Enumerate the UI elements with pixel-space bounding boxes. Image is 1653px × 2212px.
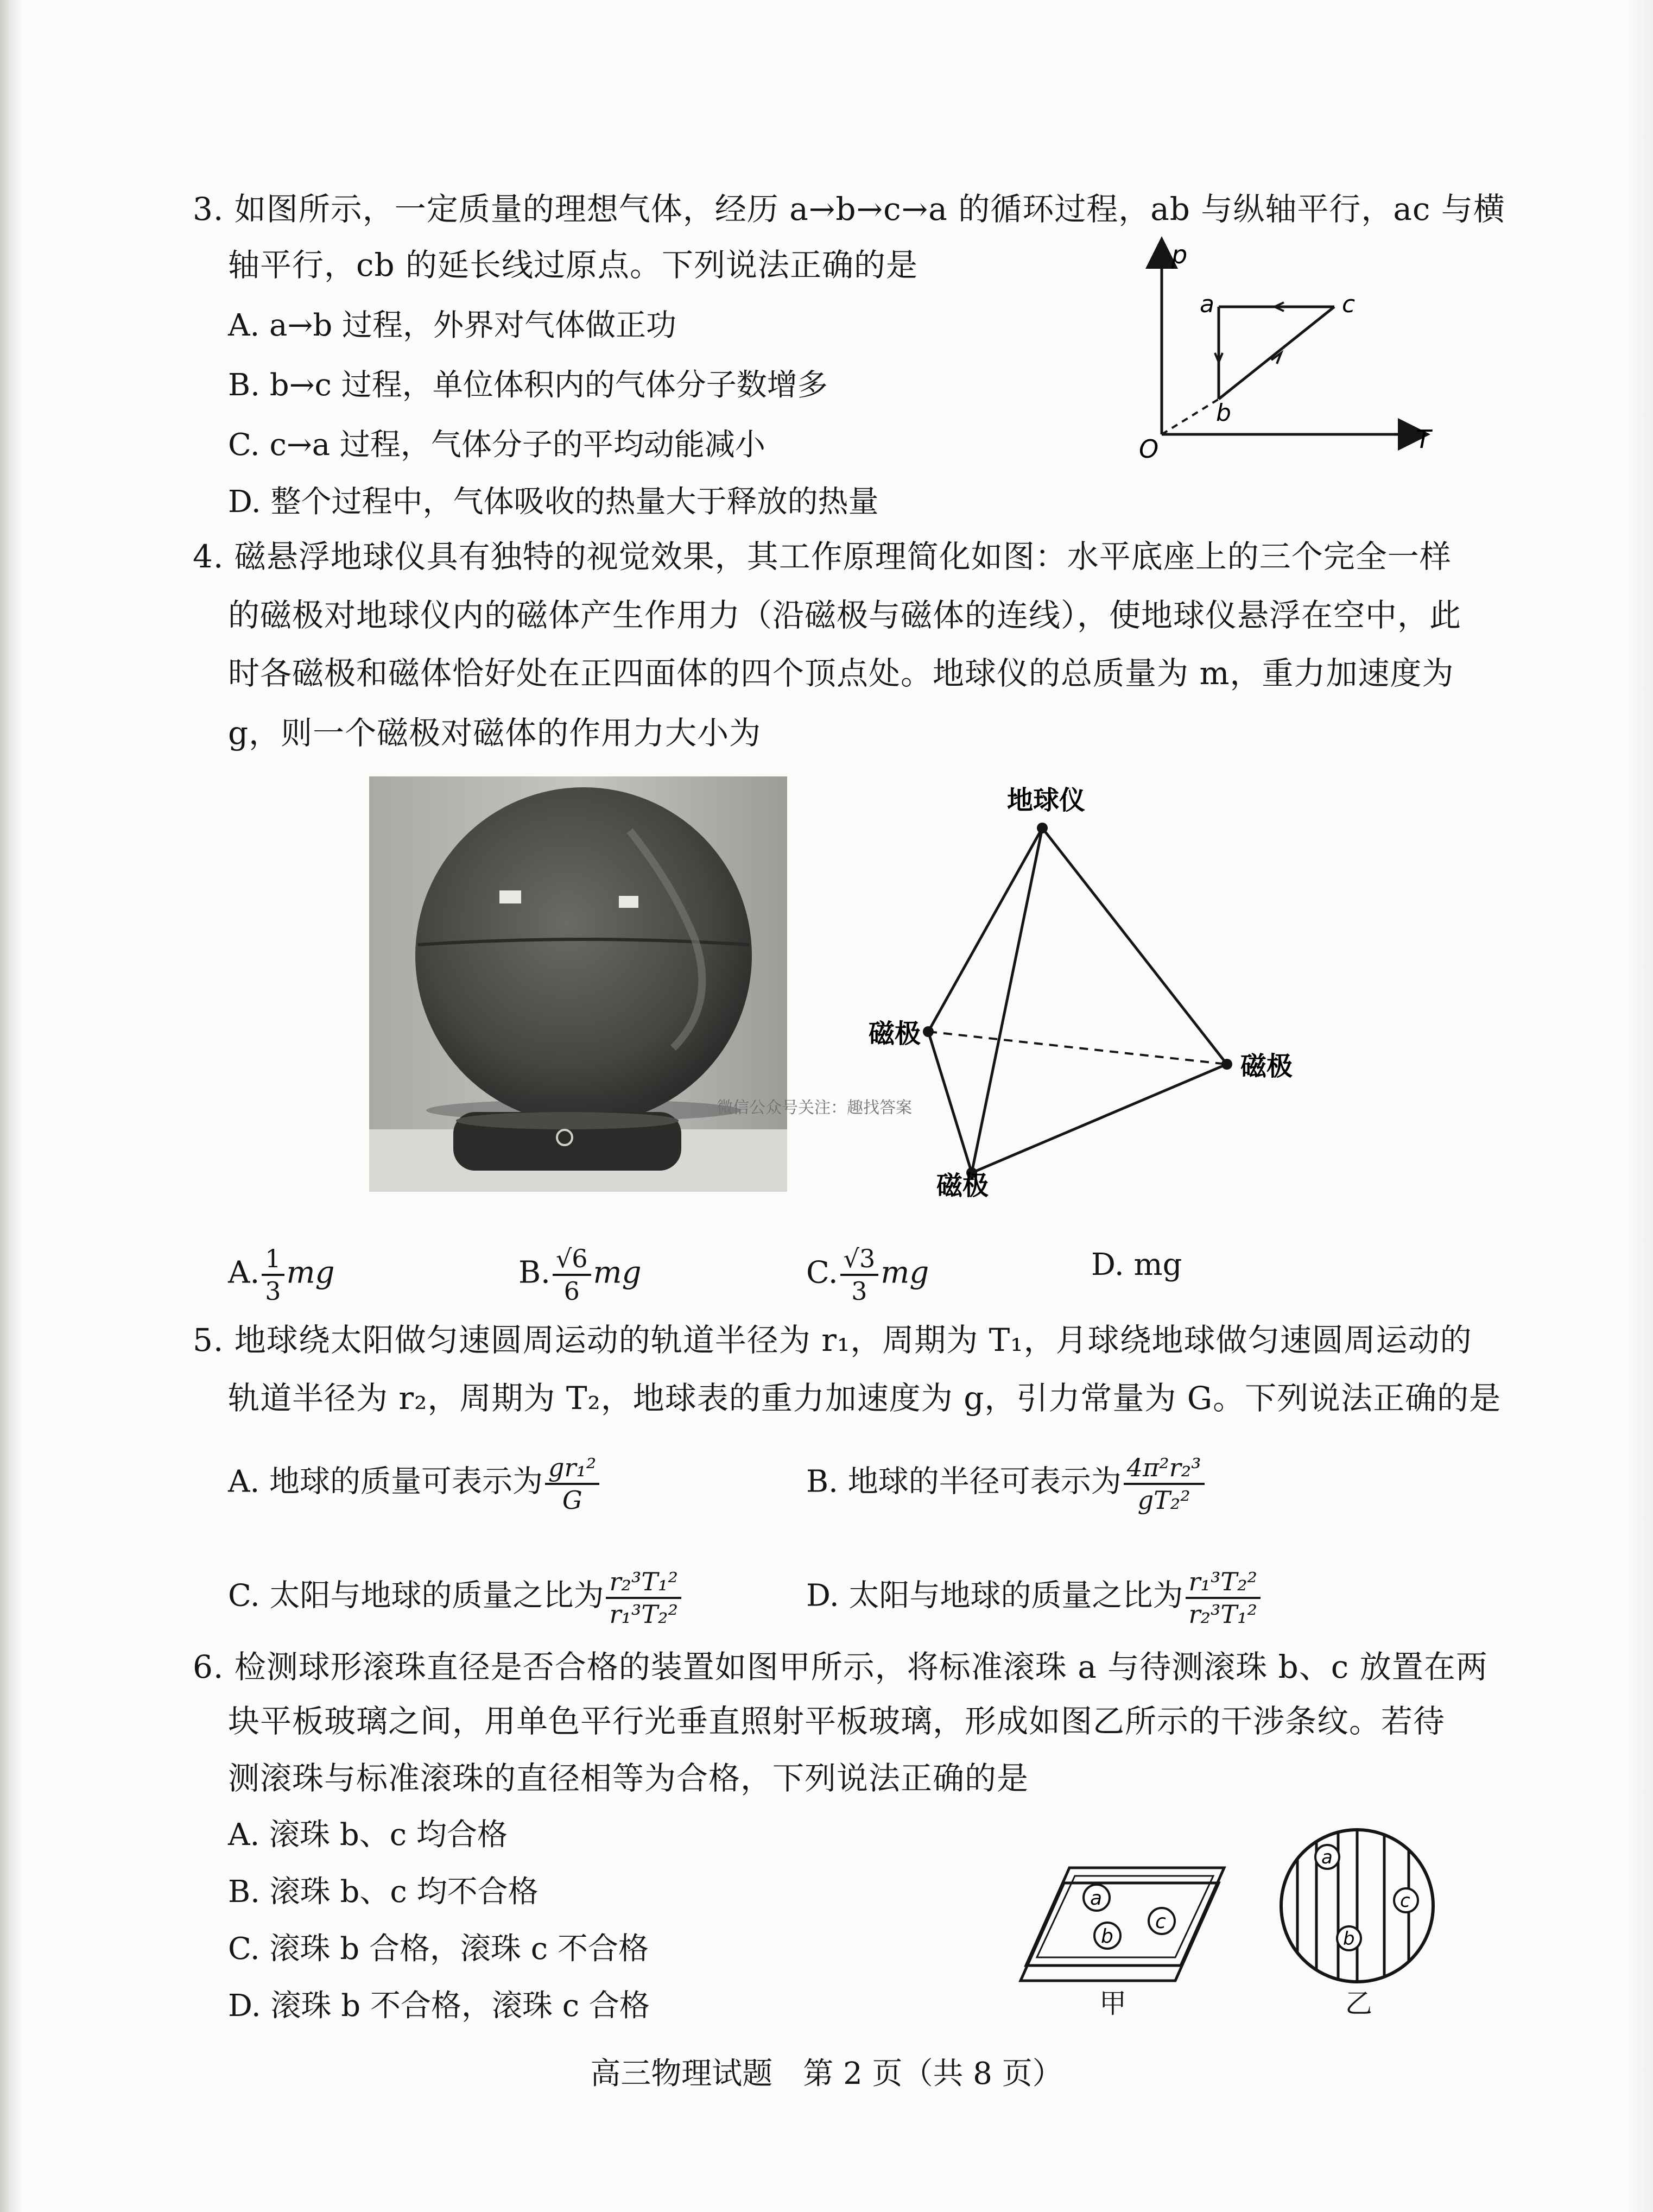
- q4-stem-line3: 时各磁极和磁体恰好处在正四面体的四个顶点处。地球仪的总质量为 m，重力加速度为: [228, 655, 1454, 692]
- globe-highlight-2: [619, 896, 638, 908]
- q5-option-b: [806, 1452, 1207, 1515]
- fringe-ball-b-label: b: [1343, 1928, 1355, 1950]
- ball-c-label: c: [1155, 1911, 1166, 1933]
- q4-option-b-mg: mg: [593, 1255, 642, 1291]
- fringe-ball-c-label: c: [1400, 1890, 1410, 1912]
- origin-label: O: [1139, 434, 1159, 464]
- q5-option-a-num: gr₁²: [545, 1452, 599, 1485]
- interference-fringes-figure: [1270, 1824, 1444, 1987]
- q4-option-a-den: 3: [265, 1276, 281, 1306]
- vertex-left: [923, 1026, 934, 1037]
- point-b-label: b: [1216, 399, 1231, 427]
- q4-option-a-mg: mg: [286, 1255, 335, 1291]
- edge-top-bottom: [972, 828, 1042, 1173]
- label-magnet-left: 磁极: [869, 1019, 921, 1049]
- q6-option-c: C. 滚珠 b 合格，滚珠 c 不合格: [228, 1931, 649, 1967]
- q4-option-a-frac: [262, 1243, 284, 1306]
- globe-base-top: [456, 1112, 679, 1129]
- q3-option-c: C. c→a 过程，气体分子的平均动能减小: [228, 427, 765, 463]
- q4-option-c-frac: [840, 1243, 879, 1306]
- q5-option-b-num: 4π²r₂³: [1124, 1452, 1205, 1485]
- extension-line: [1162, 399, 1219, 434]
- q5-option-d-frac: [1186, 1566, 1261, 1629]
- label-magnet-bottom: 磁极: [936, 1171, 989, 1201]
- q5-stem-line1: 5. 地球绕太阳做匀速圆周运动的轨道半径为 r₁，周期为 T₁，月球绕地球做匀速圆周运动的: [193, 1322, 1472, 1358]
- edge-bottom-right: [972, 1064, 1227, 1173]
- q6-stem-line2: 块平板玻璃之间，用单色平行光垂直照射平板玻璃，形成如图乙所示的干涉条纹。若待: [228, 1703, 1446, 1740]
- figure-jia-label: 甲: [1099, 1988, 1126, 2019]
- q5-option-c-den: r₁³T₂²: [609, 1600, 678, 1629]
- p-label: p: [1171, 240, 1188, 269]
- q5-option-d-text: D. 太阳与地球的质量之比为: [806, 1578, 1183, 1614]
- q5-option-b-den: gT₂²: [1137, 1486, 1190, 1515]
- q3-stem-line2: 轴平行，cb 的延长线过原点。下列说法正确的是: [228, 247, 919, 283]
- q4-option-b-den: 6: [563, 1276, 580, 1306]
- q4-stem-line1: 4. 磁悬浮地球仪具有独特的视觉效果，其工作原理简化如图：水平底座上的三个完全一样: [193, 538, 1452, 575]
- fringe-ball-a-label: a: [1321, 1847, 1333, 1868]
- q4-option-a: [228, 1243, 334, 1306]
- q5-option-c-frac: [606, 1566, 681, 1629]
- q5-option-a-text: A. 地球的质量可表示为: [228, 1464, 543, 1500]
- q5-option-d-num: r₁³T₂²: [1186, 1566, 1261, 1599]
- q4-option-c: [806, 1243, 929, 1306]
- edge-left-bottom: [928, 1032, 972, 1173]
- q4-option-c-den: 3: [851, 1276, 867, 1306]
- q4-option-b: [518, 1243, 641, 1306]
- q5-option-c-num: r₂³T₁²: [606, 1566, 681, 1599]
- q3-pT-graph: [1129, 240, 1455, 464]
- q3-option-b: B. b→c 过程，单位体积内的气体分子数增多: [228, 368, 828, 403]
- label-magnet-right: 磁极: [1240, 1051, 1293, 1082]
- ball-a-label: a: [1090, 1887, 1103, 1910]
- q5-option-b-frac: [1124, 1452, 1205, 1515]
- q4-option-b-letter: B.: [518, 1255, 550, 1291]
- edge-top-right: [1042, 828, 1227, 1064]
- figure-yi-label: 乙: [1345, 1988, 1372, 2019]
- label-globe: 地球仪: [1007, 785, 1086, 816]
- q5-option-d: [806, 1566, 1263, 1629]
- edge-top-left: [928, 828, 1042, 1032]
- q5-stem-line2: 轨道半径为 r₂，周期为 T₂，地球表的重力加速度为 g，引力常量为 G。下列说法正确的是: [228, 1380, 1502, 1417]
- globe-highlight-1: [499, 890, 521, 903]
- fringe-lines: [1297, 1824, 1409, 1987]
- q3-stem-line1: 3. 如图所示，一定质量的理想气体，经历 a→b→c→a 的循环过程，ab 与纵轴平行，ac 与横: [193, 191, 1505, 227]
- ball-b-label: b: [1101, 1925, 1113, 1948]
- page-footer: 高三物理试题 第 2 页（共 8 页）: [590, 2056, 1063, 2091]
- q3-option-d: D. 整个过程中，气体吸收的热量大于释放的热量: [228, 484, 879, 520]
- vertex-right: [1221, 1059, 1232, 1070]
- q6-option-b: B. 滚珠 b、c 均不合格: [228, 1874, 539, 1910]
- q4-stem-line4: g，则一个磁极对磁体的作用力大小为: [228, 715, 762, 751]
- tetrahedron-diagram: [858, 771, 1314, 1200]
- q4-option-c-mg: mg: [881, 1255, 929, 1291]
- q4-option-d: D. mg: [1091, 1247, 1182, 1282]
- q4-option-c-num: √3: [840, 1243, 879, 1276]
- q4-stem-line2: 的磁极对地球仪内的磁体产生作用力（沿磁极与磁体的连线），使地球仪悬浮在空中，此: [228, 597, 1462, 634]
- upper-plate-inner: [1037, 1876, 1213, 1957]
- q5-option-c: [228, 1566, 683, 1629]
- watermark-text: 微信公众号关注：趣找答案: [717, 1098, 912, 1117]
- vertex-globe: [1037, 823, 1048, 833]
- q5-option-a: [228, 1452, 601, 1515]
- q4-option-a-num: 1: [262, 1243, 284, 1276]
- q6-stem-line1: 6. 检测球形滚珠直径是否合格的装置如图甲所示，将标准滚珠 a 与待测滚珠 b、c 放置在两: [193, 1648, 1488, 1685]
- bc-segment: [1219, 307, 1334, 399]
- q6-option-a: A. 滚珠 b、c 均合格: [228, 1817, 508, 1853]
- q4-option-b-num: √6: [553, 1243, 591, 1276]
- q6-stem-line3: 测滚珠与标准滚珠的直径相等为合格，下列说法正确的是: [228, 1760, 1029, 1797]
- q5-option-c-text: C. 太阳与地球的质量之比为: [228, 1578, 604, 1614]
- q5-option-a-frac: [545, 1452, 599, 1515]
- q5-option-a-den: G: [562, 1486, 582, 1515]
- point-a-label: a: [1200, 290, 1214, 318]
- q6-option-d: D. 滚珠 b 不合格，滚珠 c 合格: [228, 1988, 650, 2024]
- q3-option-a: A. a→b 过程，外界对气体做正功: [228, 308, 676, 343]
- q4-option-a-letter: A.: [228, 1255, 260, 1291]
- q5-option-b-text: B. 地球的半径可表示为: [806, 1464, 1122, 1500]
- edge-left-right-hidden: [928, 1032, 1227, 1064]
- q4-option-c-letter: C.: [806, 1255, 838, 1291]
- point-c-label: c: [1342, 290, 1356, 318]
- q5-option-d-den: r₂³T₁²: [1188, 1600, 1257, 1629]
- q4-option-b-frac: [553, 1243, 591, 1306]
- t-label: T: [1416, 425, 1432, 454]
